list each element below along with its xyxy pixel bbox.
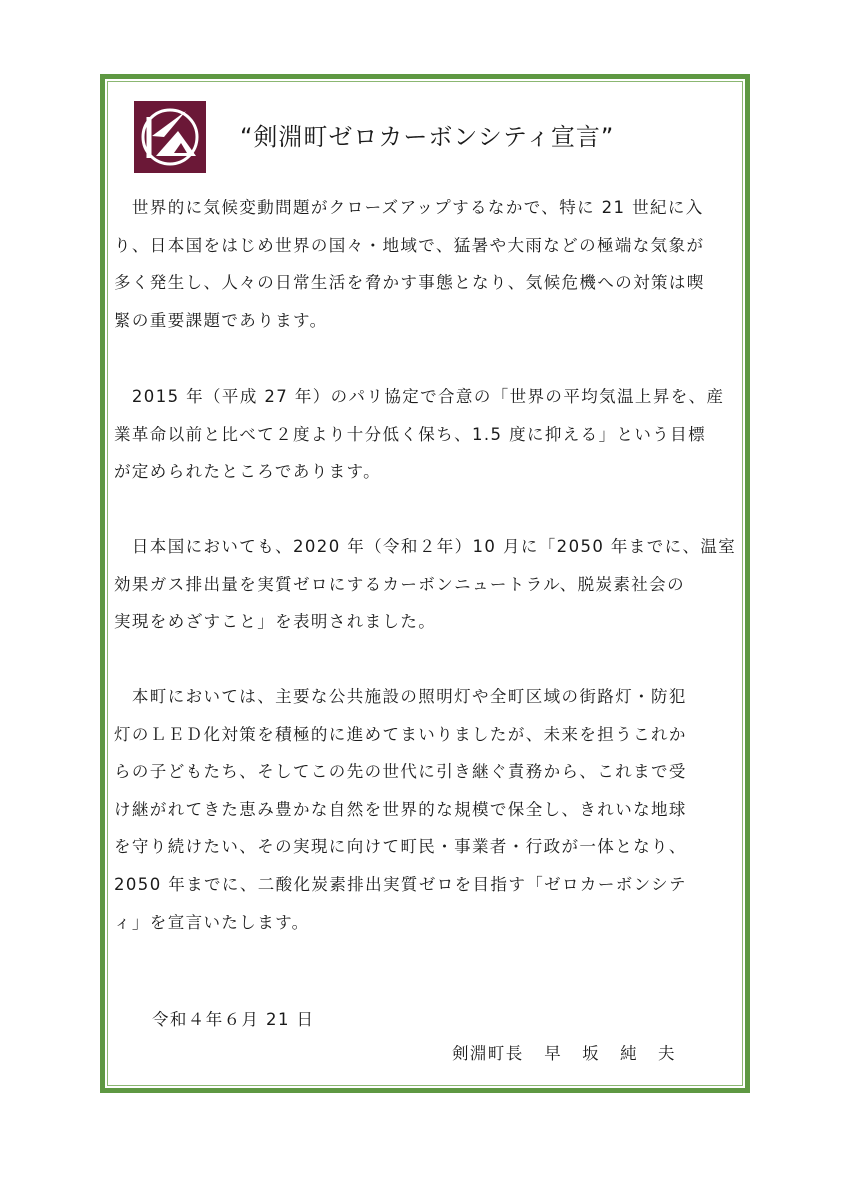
paragraph-line: り、日本国をはじめ世界の国々・地域で、猛暑や大雨などの極端な気象が xyxy=(114,235,705,255)
declaration-date: 令和４年６月 21 日 xyxy=(152,1010,315,1029)
paragraph-line: が定められたところであります。 xyxy=(114,462,382,482)
signatory-name-char: 夫 xyxy=(657,1044,676,1063)
signatory-title: 剣淵町長 xyxy=(452,1044,524,1063)
paragraph-line: ィ」を宣言いたします。 xyxy=(114,912,310,932)
paragraph-line: 緊の重要課題であります。 xyxy=(114,310,328,330)
paragraph-line: け継がれてきた恵み豊かな自然を世界的な規模で保全し、きれいな地球 xyxy=(114,799,687,819)
paragraph-line: 多く発生し、人々の日常生活を脅かす事態となり、気候危機への対策は喫 xyxy=(114,273,705,293)
paragraph xyxy=(114,378,724,491)
paragraph xyxy=(114,678,687,941)
signatory-name-char: 純 xyxy=(620,1044,638,1063)
paragraph xyxy=(114,189,705,339)
signatory-name-char: 坂 xyxy=(582,1044,601,1063)
paragraph-line: 業革命以前と比べて２度より十分低く保ち、1.5 度に抑える」という目標 xyxy=(114,424,706,444)
paragraph-line: 2015 年（平成 27 年）のパリ協定で合意の「世界の平均気温上昇を、産 xyxy=(114,387,725,406)
signatory-name xyxy=(544,1044,696,1063)
paragraph-line: 日本国においても、2020 年（令和２年）10 月に「2050 年までに、温室 xyxy=(114,537,737,556)
kenbuchi-town-emblem-icon xyxy=(134,101,206,173)
paragraph-line: 灯のＬＥＤ化対策を積極的に進めてまいりましたが、未来を担うこれか xyxy=(114,724,687,744)
signatory-name-char: 早 xyxy=(544,1044,563,1063)
paragraph-line: 2050 年までに、二酸化炭素排出実質ゼロを目指す「ゼロカーボンシテ xyxy=(114,874,687,894)
paragraph-line: を守り続けたい、その実現に向けて町民・事業者・行政が一体となり、 xyxy=(114,837,687,857)
declaration-title: “剣淵町ゼロカーボンシティ宣言” xyxy=(240,123,615,151)
paragraph-line: 効果ガス排出量を実質ゼロにするカーボンニュートラル、脱炭素社会の xyxy=(114,574,685,594)
paragraph-line: 本町においては、主要な公共施設の照明灯や全町区域の街路灯・防犯 xyxy=(114,687,687,706)
paragraph-line: らの子どもたち、そしてこの先の世代に引き継ぐ責務から、これまで受 xyxy=(114,762,687,782)
paragraph xyxy=(114,528,736,641)
paragraph-line: 実現をめざすこと」を表明されました。 xyxy=(114,612,437,632)
paragraph-line: 世界的に気候変動問題がクローズアップするなかで、特に 21 世紀に入 xyxy=(114,198,704,217)
signature-block xyxy=(452,1040,696,1064)
